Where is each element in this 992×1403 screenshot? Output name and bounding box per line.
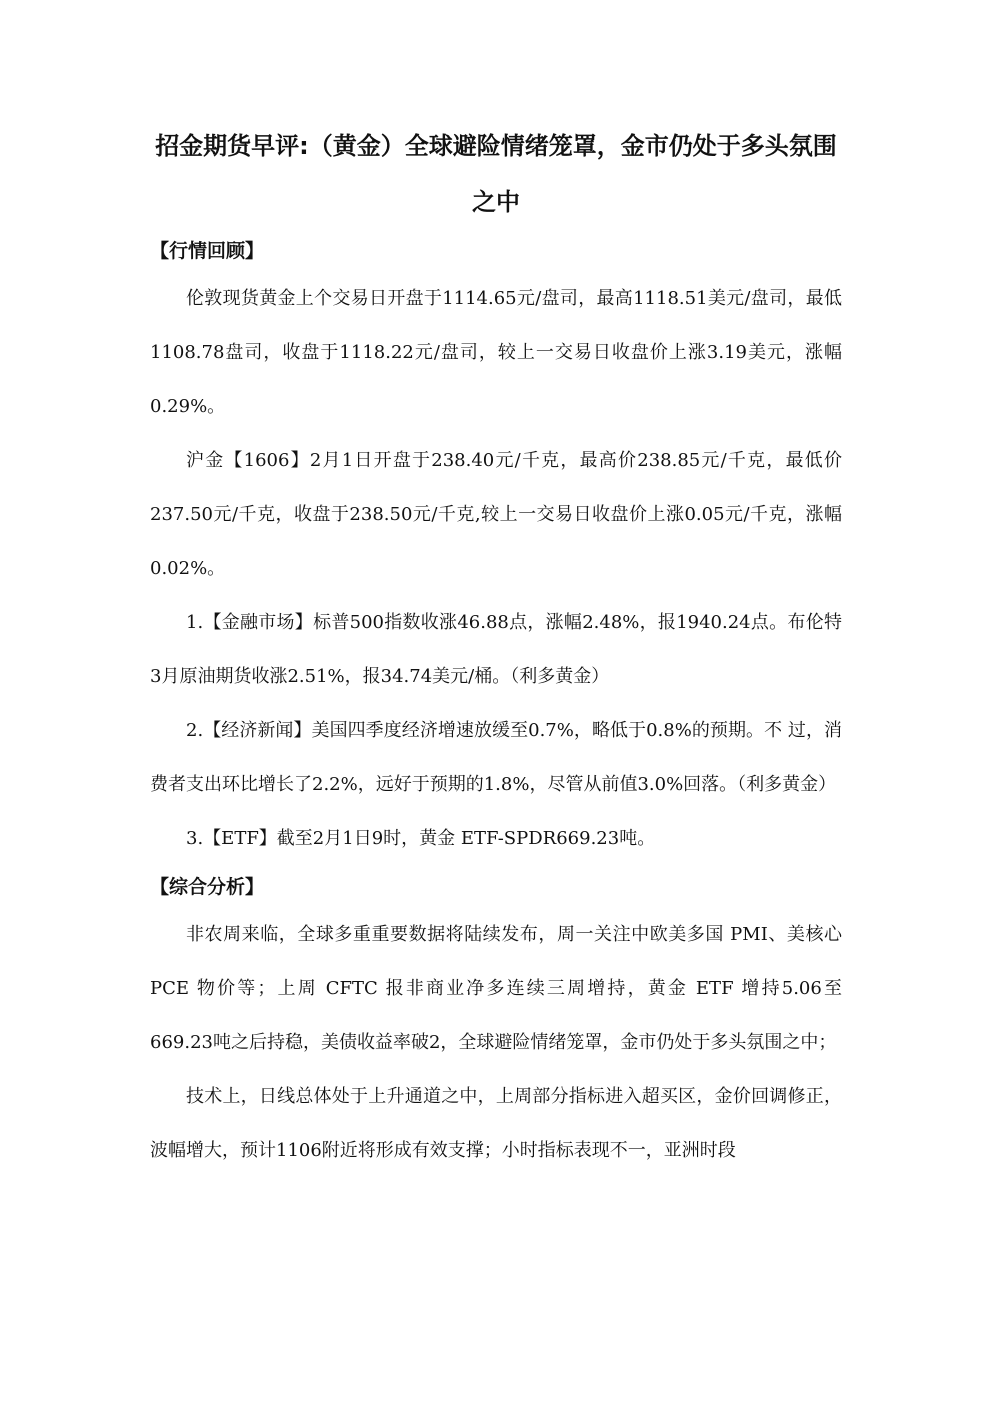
- paragraph-analysis-fundamentals: 非农周来临，全球多重重要数据将陆续发布，周一关注中欧美多国 PMI、美核心 PCE 物价等；上周 CFTC 报非商业净多连续三周增持，黄金 ETF 增持5.06至669.23吨之后持稳，美债收益率破2，全球避险情绪笼罩，金市仍处于多头氛围之中；: [150, 924, 842, 1053]
- list-item-financial-market: 1.【金融市场】标普500指数收涨46.88点，涨幅2.48%，报1940.24点。布伦特3月原油期货收涨2.51%，报34.74美元/桶。（利多黄金）: [150, 612, 842, 687]
- section-heading-analysis: 【综合分析】: [150, 876, 265, 898]
- section-heading-market-review: 【行情回顾】: [150, 240, 265, 262]
- list-item-economic-news: 2.【经济新闻】美国四季度经济增速放缓至0.7%，略低于0.8%的预期。不 过，消费者支出环比增长了2.2%，远好于预期的1.8%，尽管从前值3.0%回落。（利多黄金）: [150, 720, 842, 795]
- list-item-etf: 3.【ETF】截至2月1日9时，黄金 ETF-SPDR669.23吨。: [186, 828, 656, 849]
- paragraph-london-gold: 伦敦现货黄金上个交易日开盘于1114.65元/盘司，最高1118.51美元/盘司，最低1108.78盘司，收盘于1118.22元/盘司，较上一交易日收盘价上涨3.19美元，涨幅0.29%。: [150, 288, 842, 417]
- paragraph-shanghai-gold: 沪金【1606】2月1日开盘于238.40元/千克，最高价238.85元/千克，最低价237.50元/千克，收盘于238.50元/千克,较上一交易日收盘价上涨0.05元/千克，涨幅0.02%。: [150, 450, 842, 579]
- document-page: [150, 118, 842, 1178]
- document-title: 招金期货早评:（黄金）全球避险情绪笼罩，金市仍处于多头氛围之中: [155, 132, 837, 216]
- paragraph-analysis-technical: 技术上，日线总体处于上升通道之中，上周部分指标进入超买区，金价回调修正，波幅增大，预计1106附近将形成有效支撑；小时指标表现不一，亚洲时段: [150, 1086, 842, 1161]
